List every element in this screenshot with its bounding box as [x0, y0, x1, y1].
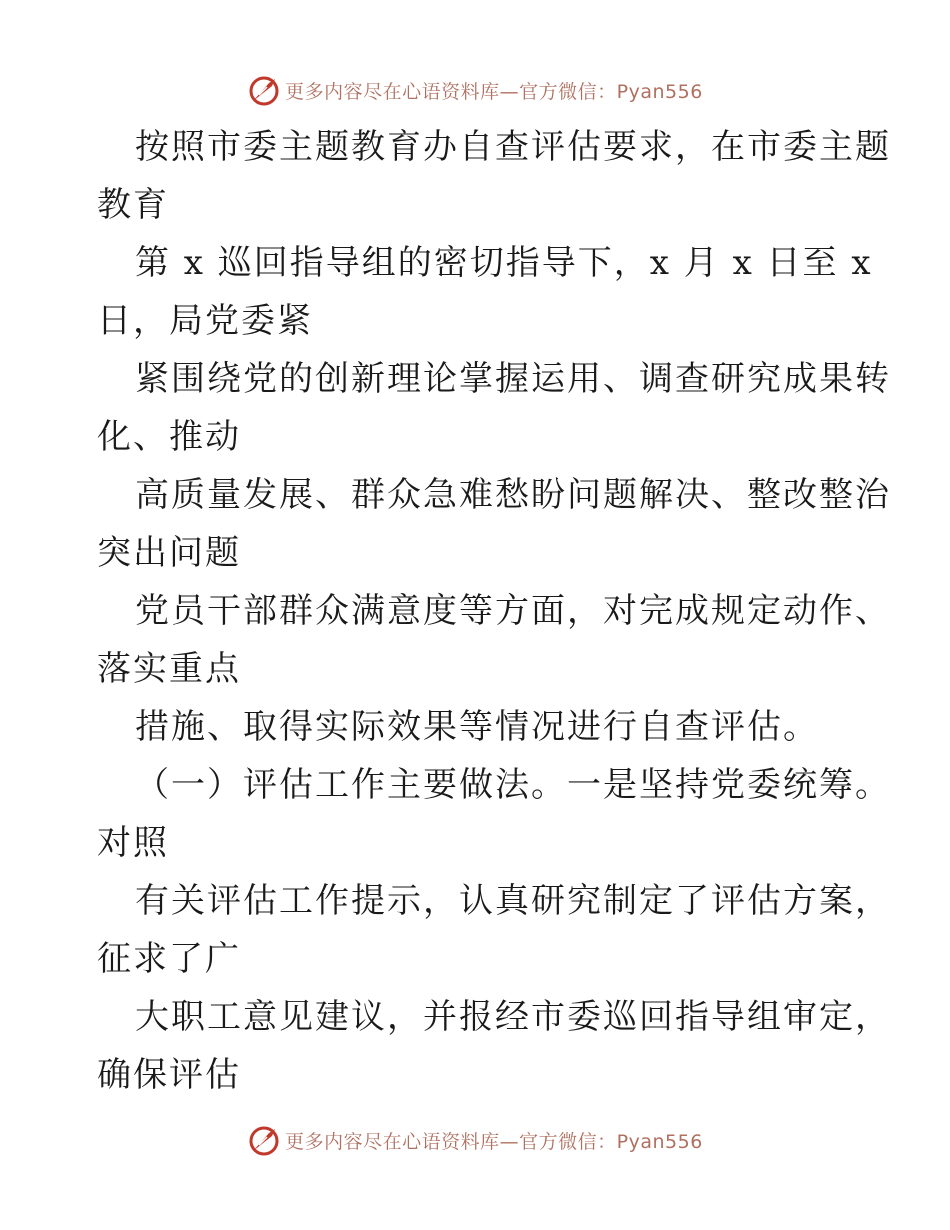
text-line: 有关评估工作提示，认真研究制定了评估方案， — [135, 881, 891, 921]
text-line: 高质量发展、群众急难愁盼问题解决、整改整治 — [135, 475, 891, 515]
text-line: 日，局党委紧 — [97, 301, 313, 341]
text-line: 征求了广 — [97, 939, 241, 979]
text-line: （一）评估工作主要做法。一是坚持党委统筹。 — [135, 765, 891, 805]
header-watermark — [0, 70, 950, 110]
document-body — [97, 118, 891, 1104]
footer-watermark — [0, 1120, 950, 1160]
text-line: 落实重点 — [97, 649, 241, 689]
text-line: 措施、取得实际效果等情况进行自查评估。 — [135, 707, 819, 747]
watermark-text: 更多内容尽在心语资料库—官方微信：Pyan556 — [285, 1130, 703, 1153]
text-line: 确保评估 — [97, 1055, 241, 1095]
text-line: 大职工意见建议，并报经市委巡回指导组审定， — [135, 997, 891, 1037]
text-line: 教育 — [97, 185, 169, 225]
watermark-text: 更多内容尽在心语资料库—官方微信：Pyan556 — [285, 80, 703, 103]
text-line: 紧围绕党的创新理论掌握运用、调查研究成果转 — [135, 359, 891, 399]
text-line: 第 x 巡回指导组的密切指导下，x 月 x 日至 x — [135, 243, 873, 283]
text-line: 化、推动 — [97, 417, 241, 457]
text-line: 对照 — [97, 823, 169, 863]
feather-pen-logo-icon — [247, 73, 281, 107]
feather-pen-logo-icon — [247, 1123, 281, 1157]
text-line: 党员干部群众满意度等方面，对完成规定动作、 — [135, 591, 891, 631]
text-line: 按照市委主题教育办自查评估要求，在市委主题 — [135, 127, 891, 167]
text-line: 突出问题 — [97, 533, 241, 573]
